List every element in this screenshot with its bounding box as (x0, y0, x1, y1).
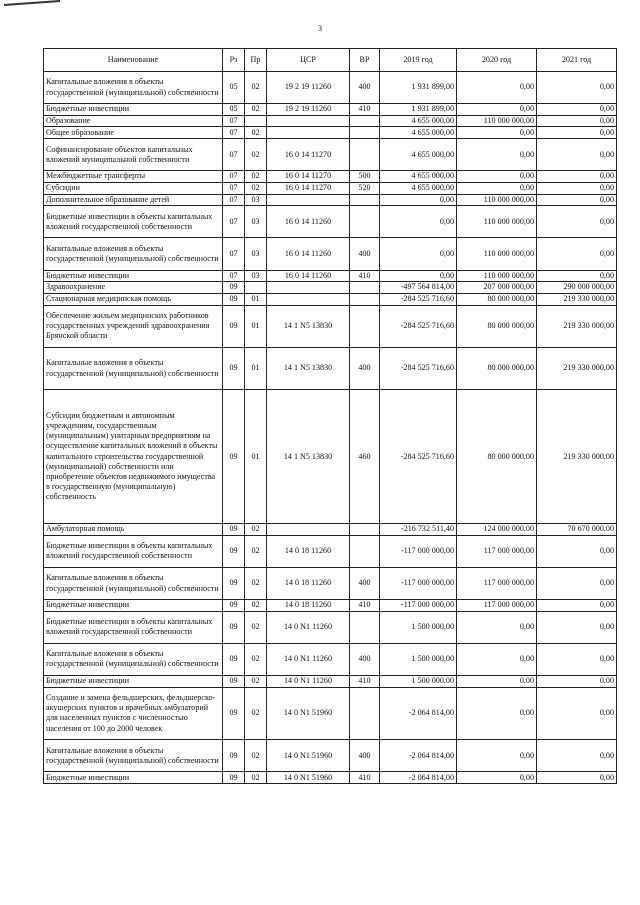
cell-pr: 01 (245, 347, 267, 389)
header-rz: Рз (223, 49, 245, 72)
cell-name: Бюджетные инвестиции в объекты капитальных вложений государственной собственности (44, 206, 223, 238)
cell-rz: 09 (223, 347, 245, 389)
cell-vr: 400 (350, 740, 380, 772)
cell-name: Субсидии бюджетным и автономным учреждениям, государственным (муниципальным) унитарным предприятиям на осуществление капитальных вложений в объекты капитального строительства государственной (муниципальной) собственности или приобретение объектов недвижимого имущества в государственную (муниципальную) собственность (44, 390, 223, 524)
header-2021: 2021 год (537, 49, 617, 72)
cell-vr (350, 611, 380, 643)
cell-name: Бюджетные инвестиции (44, 772, 223, 784)
cell-pr (245, 282, 267, 294)
cell-rz: 09 (223, 390, 245, 524)
cell-name: Софинансирование объектов капитальных вложений муниципальной собственности (44, 139, 223, 171)
cell-2019: -117 000 000,00 (380, 568, 457, 600)
cell-name: Создание и замена фельдшерских, фельдшерско-акушерских пунктов и врачебных амбулаторий для населенных пунктов с численностью населения от 100 до 2000 человек (44, 687, 223, 740)
cell-pr: 02 (245, 568, 267, 600)
cell-2021: 0,00 (537, 238, 617, 270)
cell-2019: -117 000 000,00 (380, 600, 457, 612)
cell-csr: 14 1 N5 13830 (267, 305, 350, 347)
cell-2020: 0,00 (457, 182, 537, 194)
cell-vr: 460 (350, 390, 380, 524)
cell-vr (350, 524, 380, 536)
cell-2019: 1 931 899,00 (380, 104, 457, 116)
cell-2019: 1 500 000,00 (380, 611, 457, 643)
cell-name: Капитальные вложения в объекты государственной (муниципальной) собственности (44, 238, 223, 270)
cell-pr: 02 (245, 643, 267, 675)
cell-2021: 0,00 (537, 206, 617, 238)
table-row (44, 611, 617, 643)
cell-rz: 07 (223, 115, 245, 127)
header-name: Наименование (44, 49, 223, 72)
cell-vr: 400 (350, 72, 380, 104)
cell-vr (350, 535, 380, 567)
table-body (44, 72, 617, 784)
header-2020: 2020 год (457, 49, 537, 72)
cell-2020: 117 000 000,00 (457, 535, 537, 567)
cell-csr: 14 0 N1 51960 (267, 772, 350, 784)
cell-name: Капитальные вложения в объекты государственной (муниципальной) собственности (44, 643, 223, 675)
table-row (44, 293, 617, 305)
cell-vr: 410 (350, 772, 380, 784)
table-header-row (44, 49, 617, 72)
cell-rz: 07 (223, 206, 245, 238)
cell-2019: -497 564 814,00 (380, 282, 457, 294)
cell-2020: 110 000 000,00 (457, 115, 537, 127)
cell-2020: 80 000 000,00 (457, 390, 537, 524)
cell-2019: 4 655 000,00 (380, 139, 457, 171)
cell-pr: 02 (245, 524, 267, 536)
cell-csr (267, 127, 350, 139)
table-row (44, 194, 617, 206)
table-row (44, 127, 617, 139)
table-row (44, 104, 617, 116)
cell-2021: 0,00 (537, 139, 617, 171)
cell-2021: 0,00 (537, 104, 617, 116)
cell-rz: 07 (223, 182, 245, 194)
table-row (44, 535, 617, 567)
cell-rz: 09 (223, 293, 245, 305)
table-row (44, 282, 617, 294)
table-row (44, 305, 617, 347)
cell-2020: 0,00 (457, 772, 537, 784)
cell-vr (350, 139, 380, 171)
cell-name: Субсидии (44, 182, 223, 194)
cell-csr (267, 194, 350, 206)
cell-vr (350, 127, 380, 139)
cell-2020: 124 000 000,00 (457, 524, 537, 536)
cell-2019: 0,00 (380, 194, 457, 206)
cell-name: Бюджетные инвестиции (44, 600, 223, 612)
cell-pr: 03 (245, 194, 267, 206)
cell-2020: 0,00 (457, 740, 537, 772)
cell-vr (350, 293, 380, 305)
cell-2021: 0,00 (537, 171, 617, 183)
cell-vr: 410 (350, 676, 380, 688)
cell-2020: 0,00 (457, 139, 537, 171)
cell-name: Капитальные вложения в объекты государственной (муниципальной) собственности (44, 72, 223, 104)
cell-vr (350, 687, 380, 740)
cell-2020: 80 000 000,00 (457, 293, 537, 305)
table-row (44, 643, 617, 675)
cell-2021: 219 330 000,00 (537, 293, 617, 305)
cell-name: Бюджетные инвестиции в объекты капитальных вложений государственной собственности (44, 535, 223, 567)
table-row (44, 139, 617, 171)
cell-rz: 09 (223, 600, 245, 612)
header-pr: Пр (245, 49, 267, 72)
cell-2019: 1 500 000,00 (380, 676, 457, 688)
cell-pr: 02 (245, 171, 267, 183)
cell-pr (245, 115, 267, 127)
cell-rz: 09 (223, 611, 245, 643)
cell-2019: -216 732 511,40 (380, 524, 457, 536)
cell-rz: 07 (223, 139, 245, 171)
cell-csr: 14 0 18 11260 (267, 535, 350, 567)
cell-2020: 0,00 (457, 676, 537, 688)
cell-2019: -284 525 716,60 (380, 347, 457, 389)
cell-name: Дополнительное образование детей (44, 194, 223, 206)
cell-2020: 0,00 (457, 127, 537, 139)
cell-rz: 09 (223, 524, 245, 536)
cell-pr: 02 (245, 772, 267, 784)
cell-2019: -117 000 000,00 (380, 535, 457, 567)
cell-2019: 0,00 (380, 238, 457, 270)
cell-2021: 0,00 (537, 72, 617, 104)
cell-2021: 0,00 (537, 600, 617, 612)
cell-2019: 0,00 (380, 206, 457, 238)
table-row (44, 772, 617, 784)
cell-csr: 16 0 14 11260 (267, 270, 350, 282)
cell-2019: -284 525 716,60 (380, 293, 457, 305)
table-row (44, 676, 617, 688)
cell-rz: 05 (223, 104, 245, 116)
cell-csr: 16 0 14 11270 (267, 139, 350, 171)
cell-vr (350, 282, 380, 294)
cell-vr: 400 (350, 643, 380, 675)
cell-2020: 0,00 (457, 104, 537, 116)
cell-2020: 110 000 000,00 (457, 238, 537, 270)
cell-pr: 03 (245, 270, 267, 282)
cell-rz: 09 (223, 305, 245, 347)
cell-2021: 0,00 (537, 270, 617, 282)
cell-pr: 02 (245, 535, 267, 567)
cell-csr: 14 0 N1 11260 (267, 643, 350, 675)
cell-rz: 09 (223, 643, 245, 675)
cell-2020: 0,00 (457, 171, 537, 183)
cell-rz: 07 (223, 270, 245, 282)
table-row (44, 568, 617, 600)
table-row (44, 171, 617, 183)
cell-2019: -2 064 814,00 (380, 772, 457, 784)
page-number: 3 (318, 24, 322, 33)
cell-csr (267, 293, 350, 305)
table-row (44, 115, 617, 127)
cell-pr: 02 (245, 676, 267, 688)
cell-2021: 70 670 000,00 (537, 524, 617, 536)
cell-rz: 07 (223, 238, 245, 270)
table-row (44, 687, 617, 740)
cell-vr: 520 (350, 182, 380, 194)
cell-pr: 02 (245, 104, 267, 116)
cell-2021: 219 330 000,00 (537, 390, 617, 524)
cell-pr: 02 (245, 740, 267, 772)
header-vr: ВР (350, 49, 380, 72)
cell-vr: 400 (350, 568, 380, 600)
cell-2019: 4 655 000,00 (380, 127, 457, 139)
cell-csr: 16 0 14 11270 (267, 182, 350, 194)
cell-name: Общее образование (44, 127, 223, 139)
cell-2021: 0,00 (537, 568, 617, 600)
cell-pr: 03 (245, 238, 267, 270)
cell-rz: 05 (223, 72, 245, 104)
cell-csr: 14 0 N1 11260 (267, 676, 350, 688)
cell-rz: 09 (223, 772, 245, 784)
cell-csr: 14 1 N5 13830 (267, 390, 350, 524)
cell-pr: 02 (245, 72, 267, 104)
cell-csr (267, 524, 350, 536)
cell-2021: 0,00 (537, 740, 617, 772)
table-row (44, 524, 617, 536)
cell-2019: 0,00 (380, 270, 457, 282)
scan-mark (4, 0, 60, 10)
cell-2019: 4 655 000,00 (380, 171, 457, 183)
table-row (44, 600, 617, 612)
cell-2019: -284 525 716,60 (380, 390, 457, 524)
cell-vr: 400 (350, 347, 380, 389)
table-row (44, 740, 617, 772)
cell-rz: 09 (223, 282, 245, 294)
cell-csr: 16 0 14 11260 (267, 238, 350, 270)
budget-table (43, 48, 617, 784)
cell-csr (267, 282, 350, 294)
cell-rz: 09 (223, 676, 245, 688)
cell-pr: 02 (245, 600, 267, 612)
cell-2020: 117 000 000,00 (457, 568, 537, 600)
cell-pr: 01 (245, 293, 267, 305)
cell-name: Капитальные вложения в объекты государственной (муниципальной) собственности (44, 347, 223, 389)
cell-2020: 80 000 000,00 (457, 305, 537, 347)
cell-name: Бюджетные инвестиции (44, 104, 223, 116)
header-2019: 2019 год (380, 49, 457, 72)
cell-pr: 02 (245, 139, 267, 171)
cell-2020: 0,00 (457, 687, 537, 740)
table-row (44, 206, 617, 238)
cell-name: Обеспечение жильем медицинских работников государственных учреждений здравоохранения Брянской области (44, 305, 223, 347)
cell-vr (350, 194, 380, 206)
cell-rz: 09 (223, 568, 245, 600)
cell-2021: 0,00 (537, 676, 617, 688)
cell-2020: 0,00 (457, 643, 537, 675)
cell-2020: 110 000 000,00 (457, 194, 537, 206)
cell-csr: 16 0 14 11270 (267, 171, 350, 183)
table-row (44, 182, 617, 194)
cell-csr (267, 115, 350, 127)
cell-2021: 0,00 (537, 687, 617, 740)
cell-2021: 0,00 (537, 772, 617, 784)
cell-name: Бюджетные инвестиции (44, 676, 223, 688)
cell-pr: 01 (245, 390, 267, 524)
cell-vr: 410 (350, 270, 380, 282)
table-row (44, 72, 617, 104)
cell-2019: -2 064 814,00 (380, 740, 457, 772)
cell-2020: 80 000 000,00 (457, 347, 537, 389)
cell-2021: 0,00 (537, 127, 617, 139)
cell-csr: 14 0 N1 11260 (267, 611, 350, 643)
cell-vr: 500 (350, 171, 380, 183)
cell-rz: 07 (223, 171, 245, 183)
cell-2020: 110 000 000,00 (457, 206, 537, 238)
cell-name: Капитальные вложения в объекты государственной (муниципальной) собственности (44, 568, 223, 600)
cell-2021: 0,00 (537, 182, 617, 194)
cell-2020: 117 000 000,00 (457, 600, 537, 612)
cell-2021: 0,00 (537, 611, 617, 643)
cell-name: Бюджетные инвестиции в объекты капитальных вложений государственной собственности (44, 611, 223, 643)
cell-2020: 0,00 (457, 611, 537, 643)
cell-2019: 1 500 000,00 (380, 643, 457, 675)
cell-csr: 19 2 19 11260 (267, 104, 350, 116)
cell-vr: 400 (350, 238, 380, 270)
cell-rz: 07 (223, 127, 245, 139)
cell-vr (350, 115, 380, 127)
cell-vr (350, 305, 380, 347)
cell-2020: 207 000 000,00 (457, 282, 537, 294)
cell-rz: 09 (223, 740, 245, 772)
cell-2021: 0,00 (537, 115, 617, 127)
cell-2019: 1 931 899,00 (380, 72, 457, 104)
cell-csr: 14 1 N5 13830 (267, 347, 350, 389)
cell-name: Здравоохранение (44, 282, 223, 294)
cell-name: Бюджетные инвестиции (44, 270, 223, 282)
cell-pr: 02 (245, 182, 267, 194)
cell-pr: 02 (245, 127, 267, 139)
cell-pr: 01 (245, 305, 267, 347)
cell-2021: 290 000 000,00 (537, 282, 617, 294)
cell-name: Амбулаторная помощь (44, 524, 223, 536)
cell-rz: 09 (223, 535, 245, 567)
cell-2021: 219 330 000,00 (537, 347, 617, 389)
cell-csr: 19 2 19 11260 (267, 72, 350, 104)
cell-csr: 14 0 18 11260 (267, 600, 350, 612)
cell-2019: -284 525 716,60 (380, 305, 457, 347)
cell-2021: 0,00 (537, 535, 617, 567)
cell-csr: 14 0 N1 51960 (267, 687, 350, 740)
cell-pr: 02 (245, 611, 267, 643)
cell-vr (350, 206, 380, 238)
cell-csr: 16 0 14 11260 (267, 206, 350, 238)
cell-name: Межбюджетные трансферты (44, 171, 223, 183)
cell-name: Образование (44, 115, 223, 127)
cell-2019: 4 655 000,00 (380, 115, 457, 127)
table-row (44, 238, 617, 270)
cell-2019: -2 064 814,00 (380, 687, 457, 740)
header-csr: ЦСР (267, 49, 350, 72)
cell-pr: 03 (245, 206, 267, 238)
cell-name: Стационарная медицинская помощь (44, 293, 223, 305)
cell-name: Капитальные вложения в объекты государственной (муниципальной) собственности (44, 740, 223, 772)
cell-rz: 09 (223, 687, 245, 740)
table-row (44, 270, 617, 282)
cell-vr: 410 (350, 104, 380, 116)
cell-2020: 110 000 000,00 (457, 270, 537, 282)
cell-2021: 219 330 000,00 (537, 305, 617, 347)
cell-2021: 0,00 (537, 643, 617, 675)
cell-2021: 0,00 (537, 194, 617, 206)
cell-vr: 410 (350, 600, 380, 612)
cell-csr: 14 0 N1 51960 (267, 740, 350, 772)
cell-2020: 0,00 (457, 72, 537, 104)
cell-pr: 02 (245, 687, 267, 740)
table-row (44, 390, 617, 524)
cell-rz: 07 (223, 194, 245, 206)
cell-csr: 14 0 18 11260 (267, 568, 350, 600)
cell-2019: 4 655 000,00 (380, 182, 457, 194)
table-row (44, 347, 617, 389)
